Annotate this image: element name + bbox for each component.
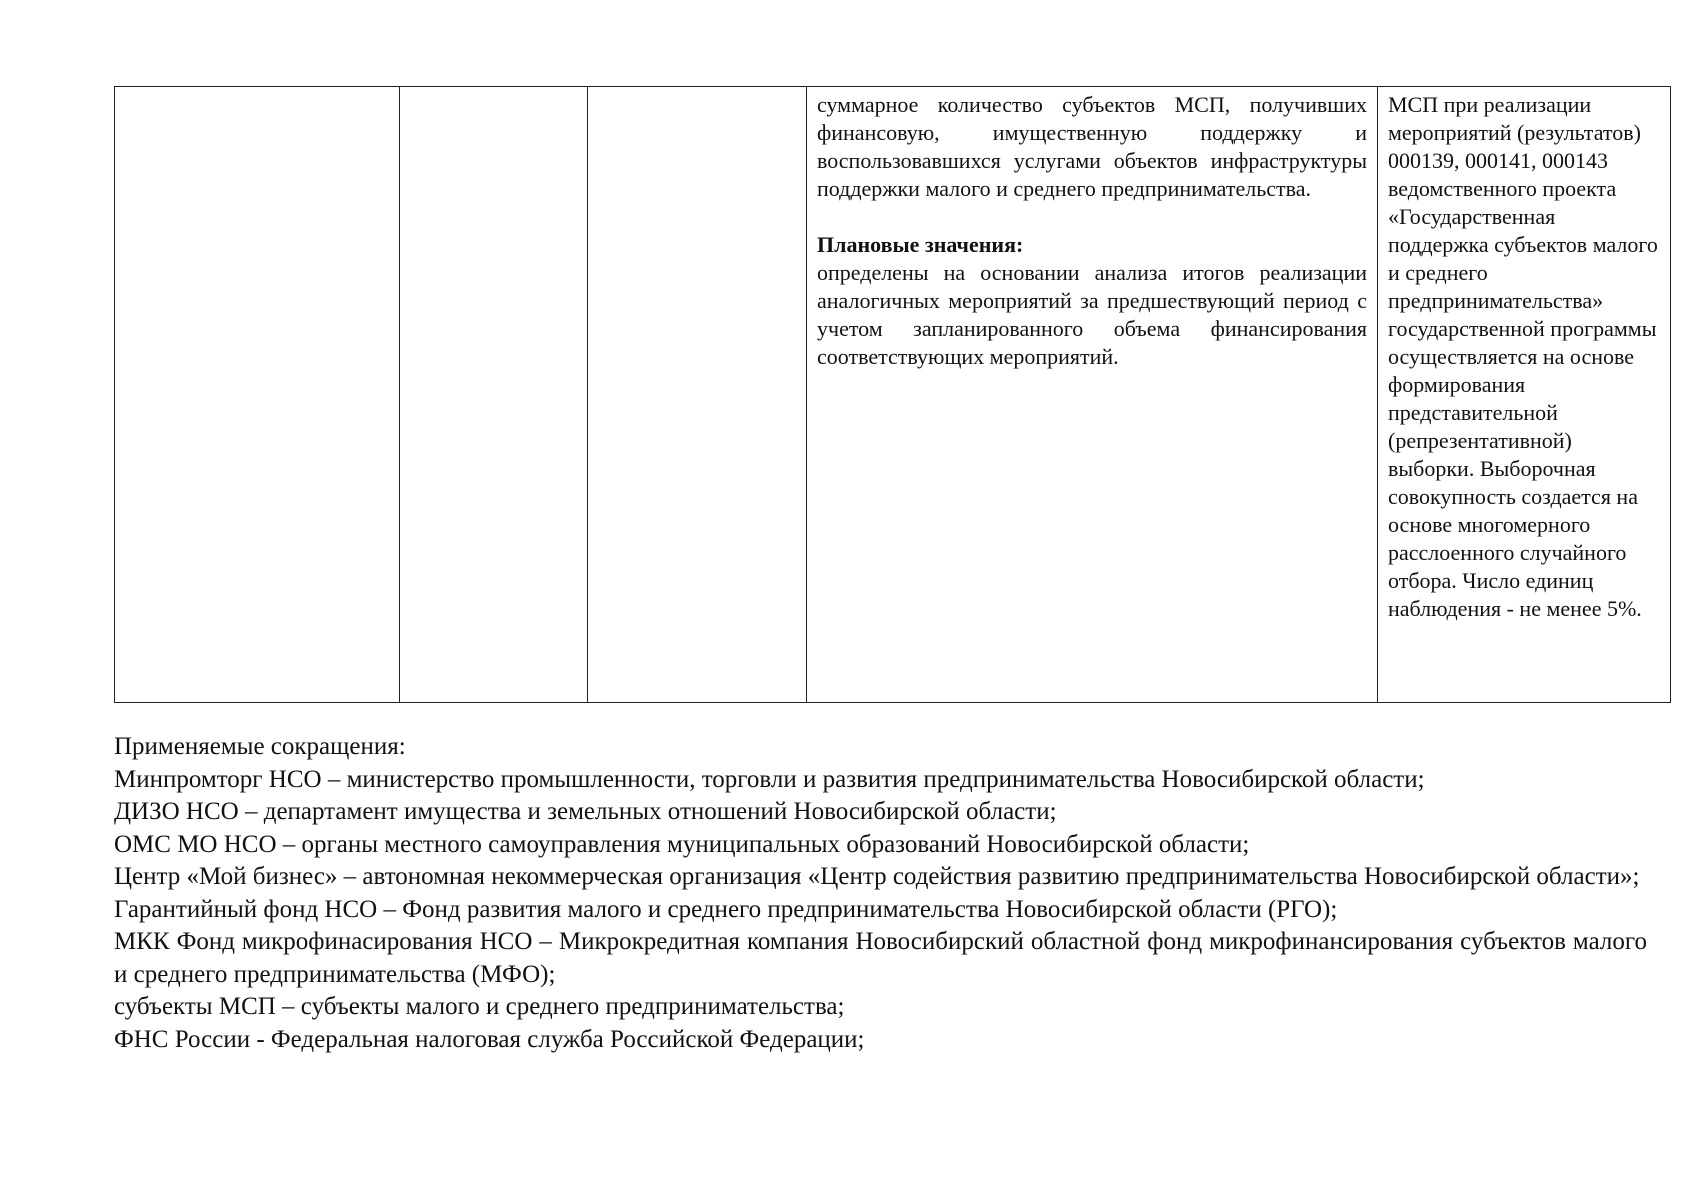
abbreviations-section xyxy=(114,731,1647,1056)
abbreviation-item: ОМС МО НСО – органы местного самоуправления муниципальных образований Новосибирской области; xyxy=(114,830,1250,858)
method-text: МСП при реализации мероприятий (результатов) 000139, 000141, 000143 ведомственного проекта «Государственная поддержка субъектов малого и среднего предпринимательства» государственной программы осуществляется на основе формирования представительной (репрезентативной) выборки. Выборочная совокупность создается на основе многомерного расслоенного случайного отбора. Число единиц наблюдения - не менее 5%. xyxy=(1388,92,1658,621)
table-cell-empty-1 xyxy=(115,87,400,703)
abbreviation-item: Гарантийный фонд НСО – Фонд развития малого и среднего предпринимательства Новосибирской области (РГО); xyxy=(114,895,1338,923)
abbreviation-item: субъекты МСП – субъекты малого и среднего предпринимательства; xyxy=(114,993,845,1020)
abbreviation-item: ДИЗО НСО – департамент имущества и земельных отношений Новосибирской области; xyxy=(114,798,1057,825)
abbreviation-item: Центр «Мой бизнес» – автономная некоммерческая организация «Центр содействия развитию предпринимательства Новосибирской области»; xyxy=(114,863,1640,890)
table-cell-description xyxy=(807,87,1378,703)
abbreviation-item: ФНС России - Федеральная налоговая служба Российской Федерации; xyxy=(114,1025,865,1053)
table-cell-empty-2 xyxy=(400,87,588,703)
table-cell-method xyxy=(1378,87,1671,703)
plan-values-heading: Плановые значения: xyxy=(817,232,1024,257)
abbreviation-item: МКК Фонд микрофинасирования НСО – Микрокредитная компания Новосибирский областной фонд микрофинансирования субъектов малого и среднего предпринимательства (МФО); xyxy=(114,928,1647,988)
abbreviations-heading: Применяемые сокращения: xyxy=(114,733,406,760)
abbreviation-item: Минпромторг НСО – министерство промышленности, торговли и развития предпринимательства Новосибирской области; xyxy=(114,765,1425,793)
indicators-table xyxy=(114,86,1671,703)
table-cell-empty-3 xyxy=(588,87,807,703)
description-paragraph: суммарное количество субъектов МСП, получивших финансовую, имущественную поддержку и воспользовавшихся услугами объектов инфраструктуры поддержки малого и среднего предпринимательства. xyxy=(817,92,1367,201)
table-row xyxy=(115,87,1671,703)
plan-values-text: определены на основании анализа итогов реализации аналогичных мероприятий за предшествующий период с учетом запланированного объема финансирования соответствующих мероприятий. xyxy=(817,260,1367,369)
